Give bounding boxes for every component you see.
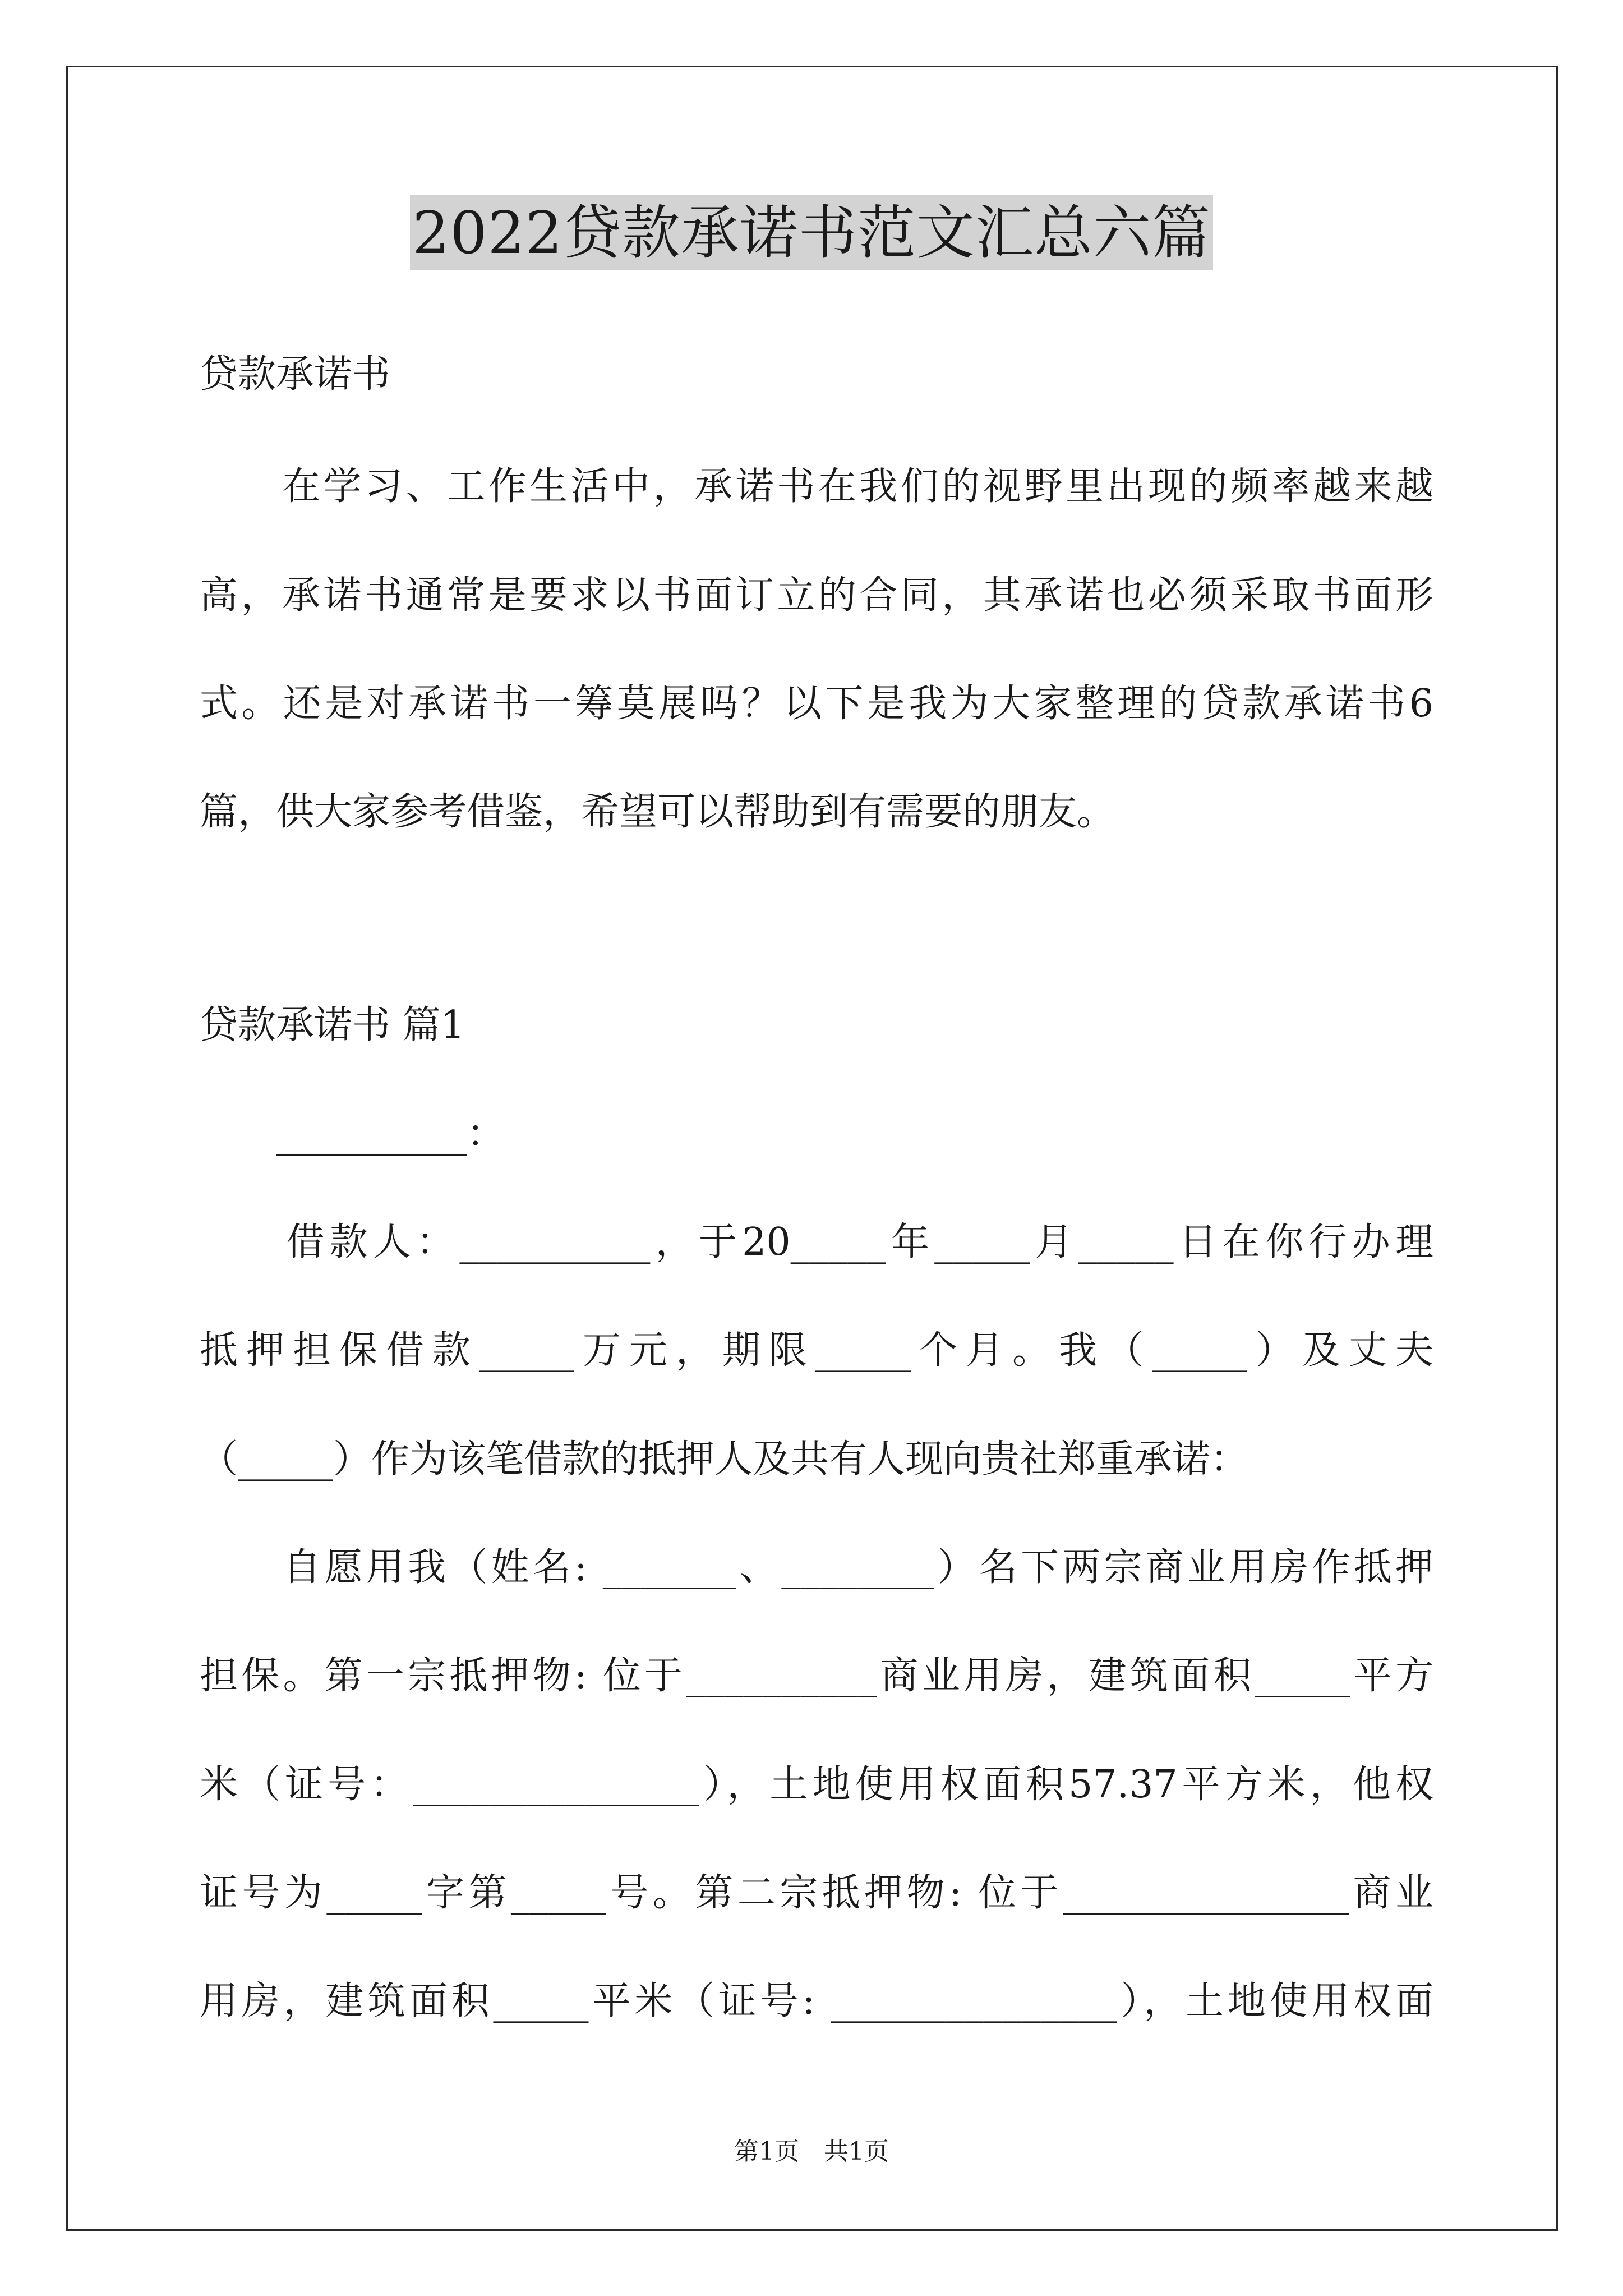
title-container [0, 195, 1623, 270]
paragraph-line: 式。还是对承诺书一筹莫展吗？以下是我为大家整理的贷款承诺书6 [200, 682, 1433, 726]
page-footer: 第1页 共1页 [734, 2137, 889, 2166]
paragraph-line: 在学习、工作生活中，承诺书在我们的视野里出现的频率越来越 [200, 464, 1433, 509]
document-title: 2022贷款承诺书范文汇总六篇 [410, 195, 1213, 270]
section-heading: 贷款承诺书 [200, 352, 391, 397]
paragraph-line: 米（证号：_______________），土地使用权面积57.37平方米，他权 [200, 1763, 1433, 1807]
paragraph-line: 抵押担保借款_____万元，期限_____个月。我（_____）及丈夫 [200, 1328, 1433, 1373]
paragraph-line: 用房，建筑面积_____平米（证号: _______________），土地使用权面 [200, 1979, 1433, 2023]
paragraph-line: （_____）作为该笔借款的抵押人及共有人现向贵社郑重承诺： [200, 1437, 1249, 1481]
paragraph-line: 担保。第一宗抵押物: 位于__________商业用房，建筑面积_____平方 [200, 1654, 1433, 1698]
paragraph-line: 高，承诺书通常是要求以书面订立的合同，其承诺也必须采取书面形 [200, 573, 1433, 618]
paragraph-line: 篇，供大家参考借鉴，希望可以帮助到有需要的朋友。 [200, 790, 1115, 834]
section-heading: 贷款承诺书 篇1 [200, 1003, 465, 1047]
paragraph-line: 自愿用我（姓名: _______、________）名下两宗商业用房作抵押 [200, 1545, 1433, 1590]
paragraph-line: __________： [200, 1112, 505, 1156]
paragraph-line: 证号为_____字第_____号。第二宗抵押物: 位于_______________商业 [200, 1871, 1433, 1915]
paragraph-line: 借款人：__________，于20_____年_____月_____日在你行办理 [200, 1220, 1433, 1264]
